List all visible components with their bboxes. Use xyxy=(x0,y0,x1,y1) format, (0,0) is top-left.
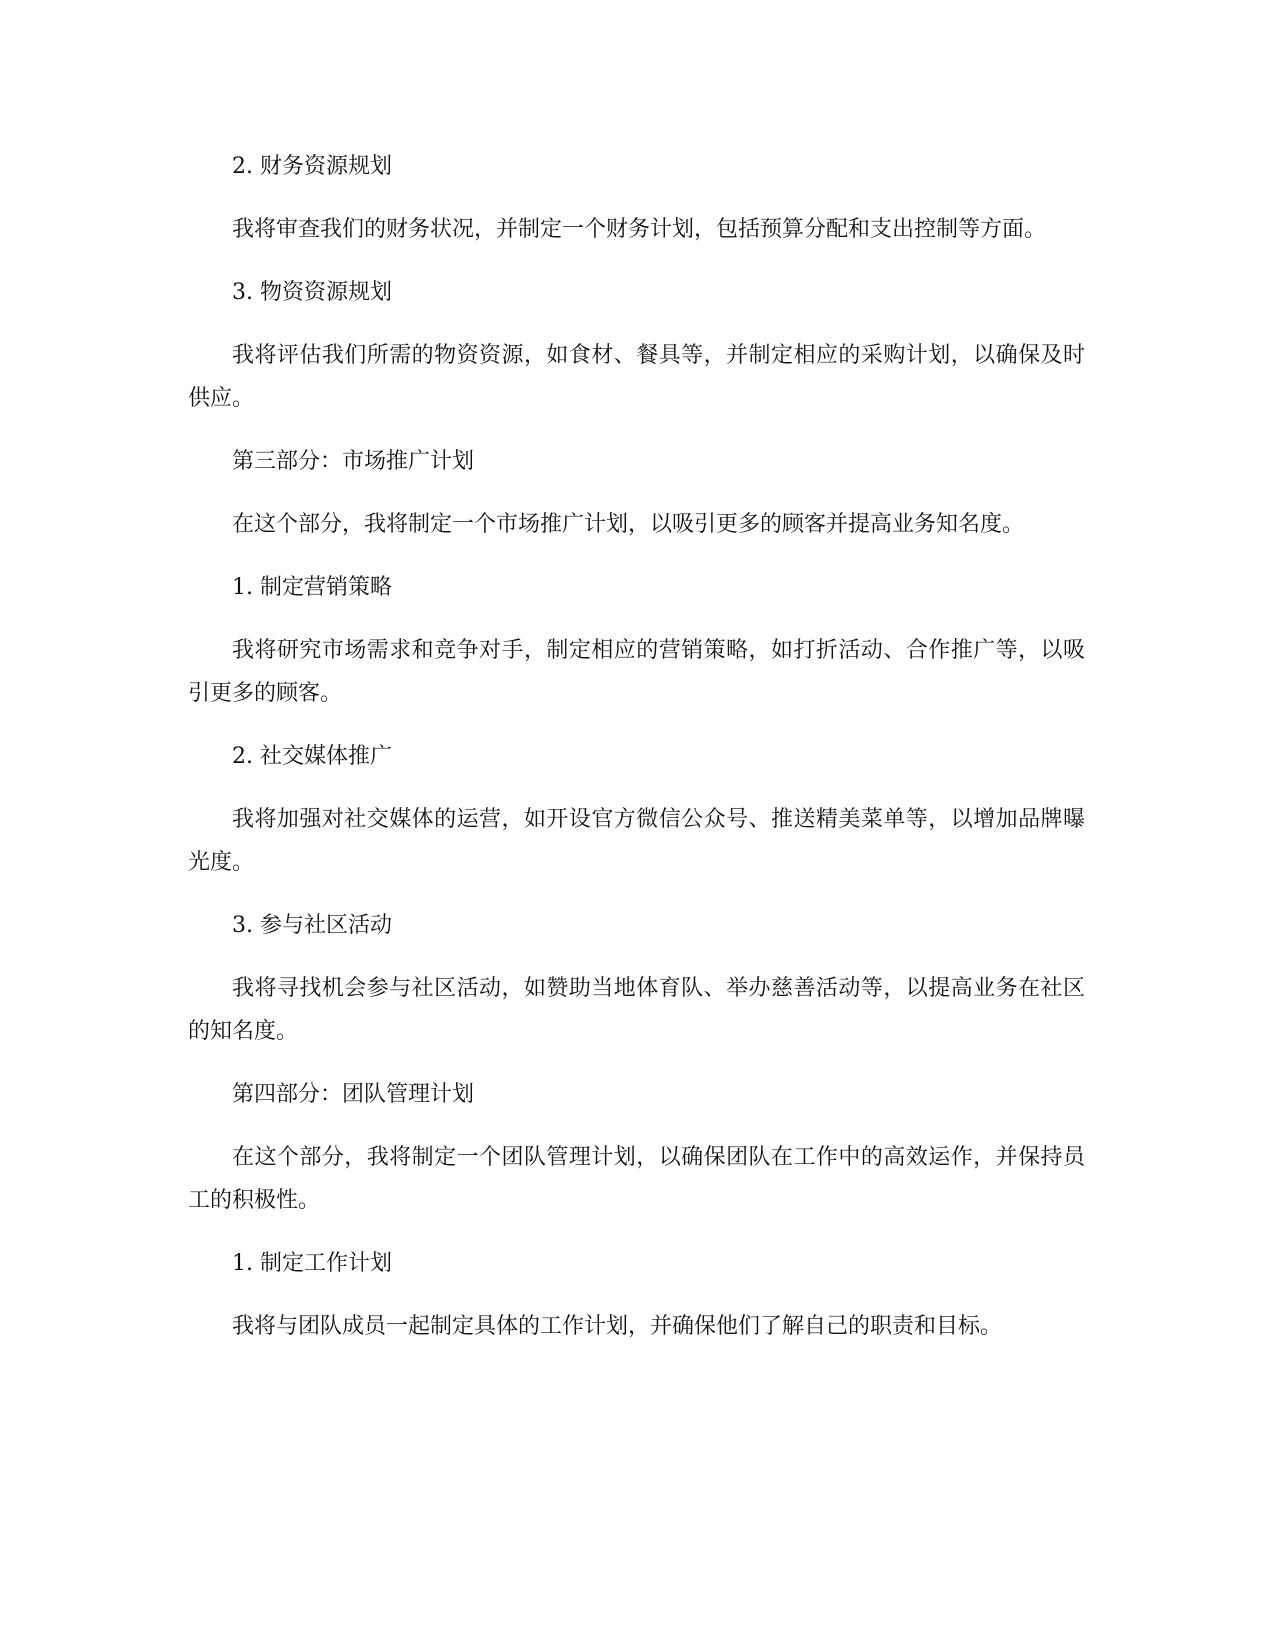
paragraph-community-activities: 我将寻找机会参与社区活动，如赞助当地体育队、举办慈善活动等，以提高业务在社区的知名度。 xyxy=(188,976,1085,1044)
paragraph-material-plan: 我将评估我们所需的物资资源，如食材、餐具等，并制定相应的采购计划，以确保及时供应。 xyxy=(188,343,1085,411)
paragraph-financial-plan: 我将审查我们的财务状况，并制定一个财务计划，包括预算分配和支出控制等方面。 xyxy=(232,217,1047,242)
paragraph-team-management-intro: 在这个部分，我将制定一个团队管理计划，以确保团队在工作中的高效运作，并保持员工的积极性。 xyxy=(188,1145,1085,1213)
paragraph-marketing-strategy: 我将研究市场需求和竞争对手，制定相应的营销策略，如打折活动、合作推广等，以吸引更多的顾客。 xyxy=(188,638,1085,706)
heading-social-media: 2. 社交媒体推广 xyxy=(232,744,392,769)
paragraph-marketing-intro: 在这个部分，我将制定一个市场推广计划，以吸引更多的顾客并提高业务知名度。 xyxy=(232,512,1025,537)
heading-marketing-strategy: 1. 制定营销策略 xyxy=(232,575,392,600)
heading-work-plan: 1. 制定工作计划 xyxy=(232,1251,392,1276)
heading-material-resources: 3. 物资资源规划 xyxy=(232,280,392,305)
paragraph-work-plan: 我将与团队成员一起制定具体的工作计划，并确保他们了解自己的职责和目标。 xyxy=(232,1314,1003,1339)
document-body xyxy=(188,145,1085,1368)
paragraph-social-media: 我将加强对社交媒体的运营，如开设官方微信公众号、推送精美菜单等，以增加品牌曝光度。 xyxy=(188,807,1085,875)
section-heading-marketing: 第三部分：市场推广计划 xyxy=(232,449,475,474)
heading-community-activities: 3. 参与社区活动 xyxy=(232,913,392,938)
section-heading-team-management: 第四部分：团队管理计划 xyxy=(232,1082,475,1107)
heading-financial-resources: 2. 财务资源规划 xyxy=(232,154,392,179)
